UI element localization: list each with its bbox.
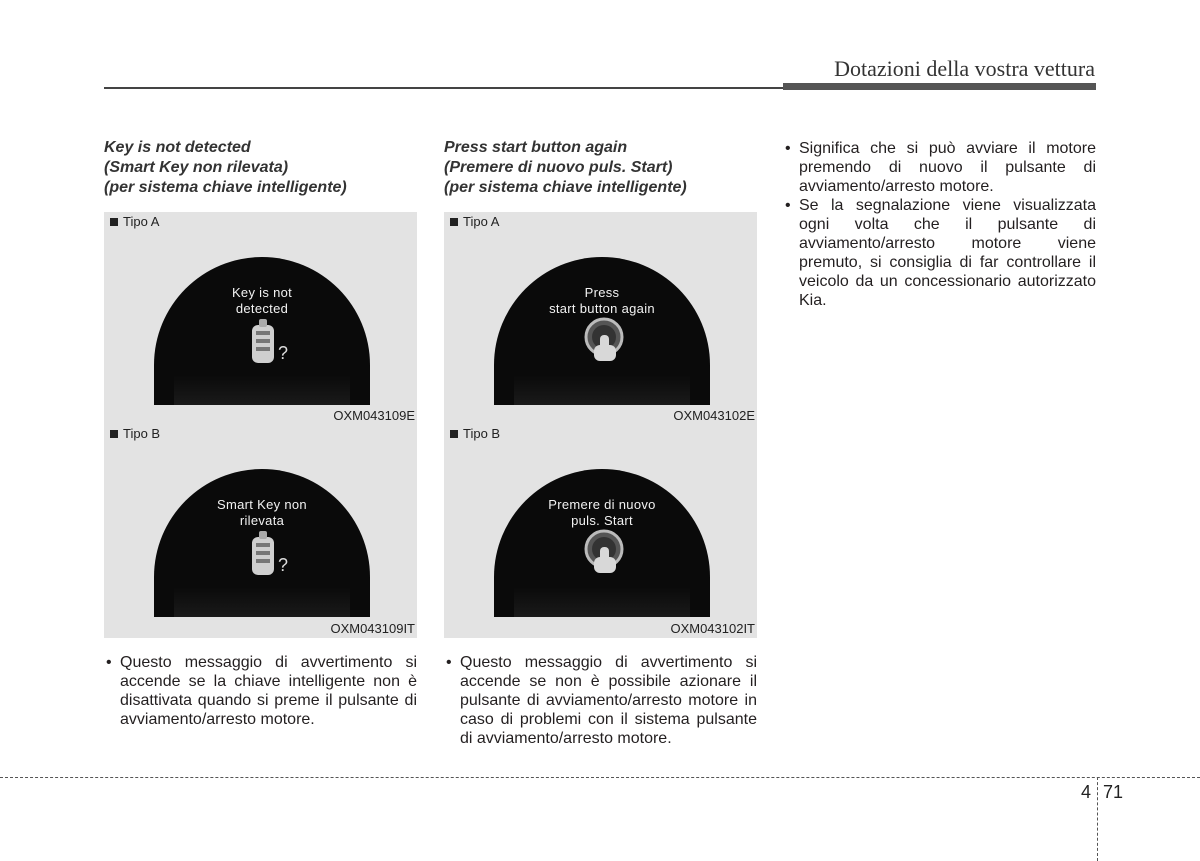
display-message: Smart Key non rilevata	[217, 497, 307, 528]
figure-tipo-a	[104, 212, 417, 424]
heading-line: (Smart Key non rilevata)	[104, 159, 289, 176]
heading-line: (per sistema chiave intelligente)	[444, 179, 687, 196]
bullet-item: • Se la segnalazione viene visualizzata ogni volta che il pulsante di avviamento/arresto motore viene premuto, si consiglia di far controllare il veicolo da un concessionario autorizzato Kia.	[783, 196, 1096, 310]
svg-text:?: ?	[278, 555, 289, 575]
footer-page-divider	[1097, 777, 1098, 861]
section-heading	[444, 138, 757, 198]
cluster-display	[494, 469, 710, 617]
display-message: Press start button again	[549, 285, 655, 316]
smart-key-icon	[248, 317, 294, 367]
heading-line: Press start button again	[444, 139, 628, 156]
bullet-list	[104, 653, 417, 729]
figure-tipo-b	[444, 424, 757, 638]
chapter-number: 4	[1081, 782, 1092, 802]
figure-code: OXM043109IT	[330, 621, 415, 636]
svg-text:?: ?	[278, 343, 289, 363]
figure-label: Tipo A	[110, 214, 159, 229]
figure-label: Tipo B	[110, 426, 160, 441]
heading-line: (Premere di nuovo puls. Start)	[444, 159, 673, 176]
cluster-display	[154, 257, 370, 405]
column-press-start-again	[444, 138, 757, 747]
figure-code: OXM043109E	[333, 408, 415, 423]
cluster-display	[154, 469, 370, 617]
figure-code: OXM043102IT	[670, 621, 755, 636]
header-rule-accent	[783, 83, 1096, 90]
start-button-icon	[580, 527, 628, 577]
section-heading	[104, 138, 417, 198]
smart-key-icon	[248, 529, 294, 579]
bullet-list	[783, 139, 1096, 310]
heading-line: (per sistema chiave intelligente)	[104, 179, 347, 196]
display-message: Premere di nuovo puls. Start	[548, 497, 656, 528]
footer-divider	[0, 777, 1200, 778]
bullet-item: • Questo messaggio di avvertimento si accende se non è possibile azionare il pulsante di avviamento/arresto motore in caso di problemi con il sistema pulsante di avviamento/arresto motore.	[444, 653, 757, 748]
figure-code: OXM043102E	[673, 408, 755, 423]
bullet-list	[444, 653, 757, 748]
figure-label: Tipo A	[450, 214, 499, 229]
header-title: Dotazioni della vostra vettura	[834, 56, 1095, 81]
bullet-item: • Significa che si può avviare il motore premendo di nuovo il pulsante di avviamento/arresto motore.	[783, 139, 1096, 196]
bullet-item: • Questo messaggio di avvertimento si accende se la chiave intelligente non è disattivata quando si preme il pulsante di avviamento/arresto motore.	[104, 653, 417, 729]
start-button-icon	[580, 315, 628, 365]
cluster-display	[494, 257, 710, 405]
display-message: Key is not detected	[231, 285, 293, 316]
page-number: 71	[1103, 782, 1124, 802]
figure-tipo-b	[104, 424, 417, 638]
figure-label: Tipo B	[450, 426, 500, 441]
heading-line: Key is not detected	[104, 139, 251, 156]
column-key-not-detected	[104, 138, 417, 728]
figure-tipo-a	[444, 212, 757, 424]
